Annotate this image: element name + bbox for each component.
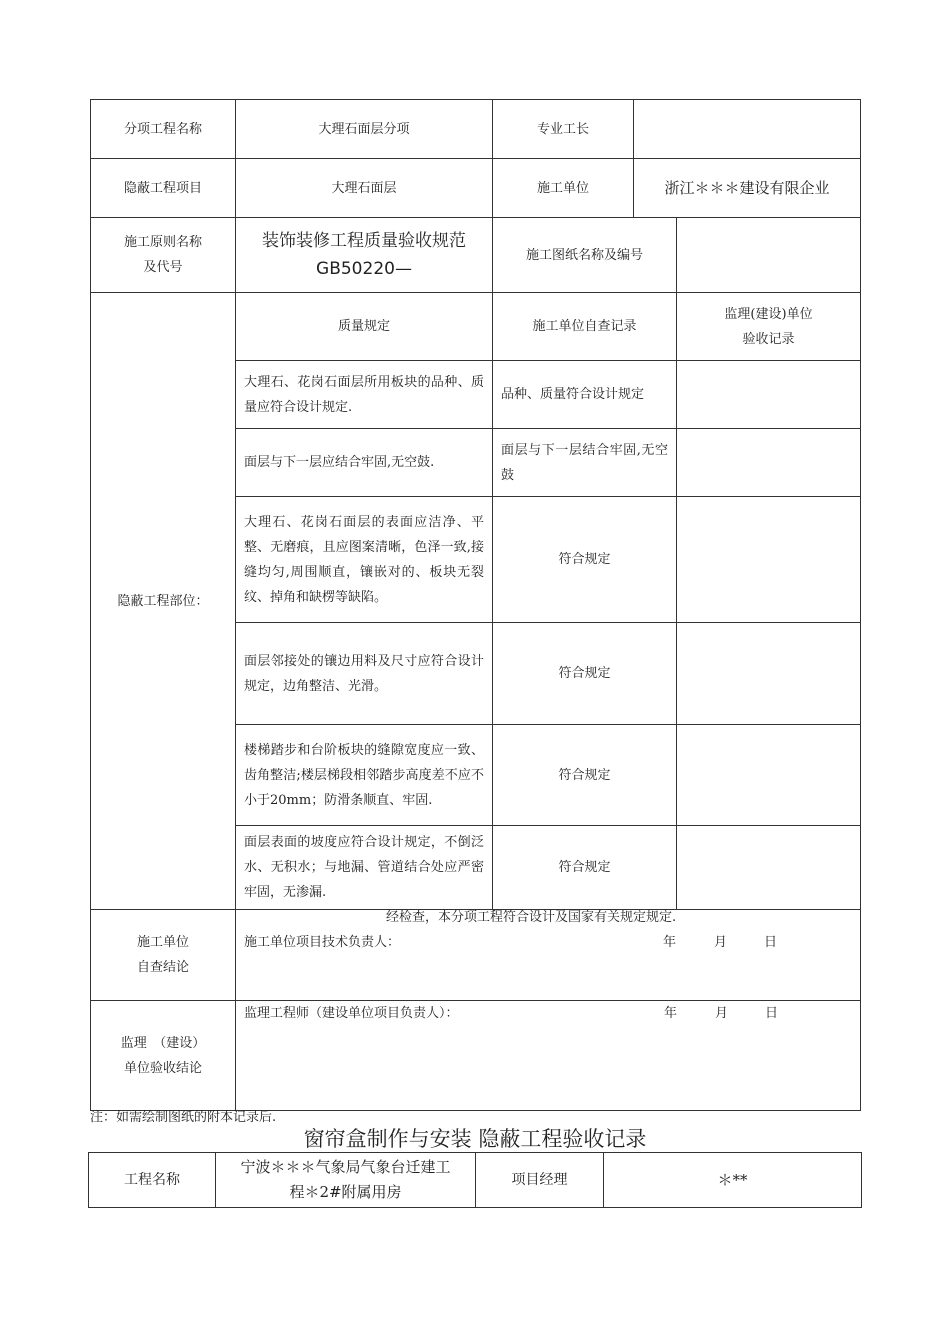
standard-label: [91, 218, 236, 293]
footnote: 注：如需绘制图纸的附本记录后.: [90, 1110, 277, 1125]
item-rule: 面层邻接处的镶边用料及尺寸应符合设计规定，边角整洁、光滑。: [236, 623, 493, 725]
unit-label: 施工单位: [493, 159, 634, 218]
item-record: 符合规定: [493, 497, 677, 623]
supervision-conclusion-label-line2: 单位验收结论: [123, 1060, 202, 1076]
project-manager-label: 项目经理: [476, 1153, 604, 1208]
item-supervision: [677, 361, 861, 429]
sub-item-label: 分项工程名称: [91, 100, 236, 159]
standard-value-line2: GB50220—: [316, 259, 412, 279]
supervision-header-line1: 监理(建设)单位: [724, 306, 813, 322]
drawing-value: [677, 218, 861, 293]
item-record: 符合规定: [493, 826, 677, 910]
item-record: 品种、质量符合设计规定: [493, 361, 677, 429]
project-name-line2: 程＊2#附属用房: [289, 1183, 402, 1201]
item-record: 符合规定: [493, 725, 677, 826]
foreman-label: 专业工长: [493, 100, 634, 159]
standard-value: [236, 218, 493, 293]
project-name-line1: 宁波＊＊＊气象局气象台迁建工: [240, 1158, 451, 1176]
hidden-part-label: 隐蔽工程部位：: [91, 293, 236, 910]
item-supervision: [677, 725, 861, 826]
self-conclusion-label-line2: 自查结论: [136, 960, 189, 975]
item-rule: 面层与下一层应结合牢固,无空鼓.: [236, 429, 493, 497]
foreman-value: [634, 100, 861, 159]
item-rule: 大理石、花岗石面层所用板块的品种、质量应符合设计规定.: [236, 361, 493, 429]
self-conclusion-day: 日: [764, 935, 778, 950]
item-supervision: [677, 623, 861, 725]
self-conclusion-month: 月: [714, 935, 728, 950]
supervision-conclusion-box: [236, 1001, 861, 1111]
supervision-conclusion-label-line1: 监理 （建设）: [120, 1035, 206, 1051]
project-name-label: 工程名称: [89, 1153, 216, 1208]
self-conclusion-year: 年: [663, 935, 677, 950]
supervision-conclusion-signer: 监理工程师（建设单位项目负责人）：: [244, 1006, 459, 1021]
self-conclusion-label-line1: 施工单位: [136, 935, 189, 950]
item-rule: 大理石、花岗石面层的表面应洁净、平整、无磨痕，且应图案清晰，色泽一致,接缝均匀,周围顺直，镶嵌对的、板块无裂纹、掉角和缺楞等缺陷。: [236, 497, 493, 623]
section-title-text: 窗帘盒制作与安装 隐蔽工程验收记录: [303, 1127, 647, 1151]
self-check-header: 施工单位自查记录: [493, 293, 677, 361]
self-conclusion-box: [236, 910, 861, 1001]
project-manager-value: ＊**: [604, 1153, 862, 1208]
project-name-value: [216, 1153, 476, 1208]
item-rule: 面层表面的坡度应符合设计规定，不倒泛水、无积水；与地漏、管道结合处应严密牢固，无渗漏.: [236, 826, 493, 910]
standard-label-line2: 及代号: [143, 260, 183, 275]
supervision-header: [677, 293, 861, 361]
self-conclusion-label: [91, 910, 236, 1001]
item-supervision: [677, 429, 861, 497]
supervision-header-line2: 验收记录: [742, 331, 795, 347]
item-record: 符合规定: [493, 623, 677, 725]
standard-label-line1: 施工原则名称: [123, 235, 202, 250]
section-title: [0, 1123, 950, 1155]
self-conclusion-signer: 施工单位项目技术负责人：: [244, 935, 401, 950]
drawing-label: 施工图纸名称及编号: [493, 218, 677, 293]
self-conclusion-statement: 经检查，本分项工程符合设计及国家有关规定规定.: [386, 910, 677, 925]
supervision-conclusion-day: 日: [765, 1006, 779, 1021]
standard-value-line1: 装饰装修工程质量验收规范: [262, 231, 466, 251]
unit-value: 浙江＊＊＊建设有限企业: [634, 159, 861, 218]
acceptance-record-table: [90, 99, 860, 1111]
hidden-item-label: 隐蔽工程项目: [91, 159, 236, 218]
supervision-conclusion-label: [91, 1001, 236, 1111]
quality-header: 质量规定: [236, 293, 493, 361]
curtain-box-record-table: [88, 1152, 861, 1208]
item-supervision: [677, 826, 861, 910]
sub-item-value: 大理石面层分项: [236, 100, 493, 159]
item-rule: 楼梯踏步和台阶板块的缝隙宽度应一致、齿角整洁;楼层梯段相邻踏步高度差不应不小于20mm；防滑条顺直、牢固.: [236, 725, 493, 826]
item-record: 面层与下一层结合牢固,无空鼓: [493, 429, 677, 497]
supervision-conclusion-month: 月: [715, 1006, 729, 1021]
supervision-conclusion-year: 年: [664, 1006, 678, 1021]
hidden-item-value: 大理石面层: [236, 159, 493, 218]
item-supervision: [677, 497, 861, 623]
